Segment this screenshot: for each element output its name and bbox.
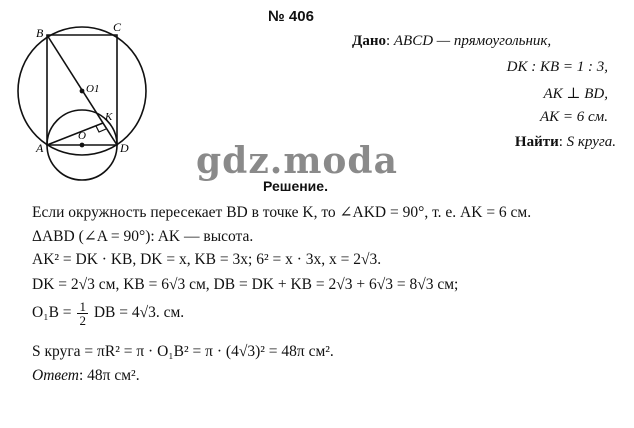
solution-line-1: Если окружность пересекает BD в точке K, то ∠AKD = 90°, т. е. AK = 6 см. [32,204,532,221]
solution-line-3: AK² = DK · KB, DK = x, KB = 3x; 6² = x · 3x, x = 2√3. [32,251,382,268]
problem-number: № 406 [268,8,314,25]
label-o1: O1 [86,83,100,95]
given-line-3: AK ⊥ BD, [543,86,608,102]
find-line: Найти: S круга. [514,134,616,150]
given-line-1: Дано: ABCD — прямоугольник, [352,33,552,49]
center-o [80,143,85,148]
segment-ak [47,123,103,145]
watermark: gdz.moda [196,140,398,182]
solution-line-2: ΔABD (∠A = 90°): AK — высота. [32,228,254,245]
right-angle-mark [96,126,106,132]
given-line-4: AK = 6 см. [539,109,608,125]
label-a: A [36,141,44,155]
solution-line-5: O₁B = $\frac{1}{2}$ DB = 4√3. см. [32,299,185,328]
label-c: C [113,20,122,34]
given-line-2: DK : KB = 1 : 3, [506,59,608,75]
answer-value: : 48π см². [78,367,140,384]
label-d: D [120,141,129,155]
given-label: Дано [352,33,386,49]
label-k: K [105,111,113,123]
solution-line-6: S круга = πR² = π · O₁B² = π · (4√3)² = 48π см². [32,343,334,360]
solution-line-4: DK = 2√3 см, KB = 6√3 см, DB = DK + KB = 2√3 + 6√3 = 8√3 см; [32,276,459,293]
center-o1 [80,89,85,94]
find-value: S круга. [566,134,616,150]
solution-heading: Решение. [263,178,328,194]
label-o: O [78,130,86,142]
find-label: Найти [514,134,559,150]
label-b: B [36,26,44,40]
fraction-one-half: $\frac{1}{2}$ [79,299,86,328]
answer-label: Ответ [32,367,79,384]
answer-line [32,367,140,385]
given-rect: ABCD — прямоугольник, [393,33,552,49]
